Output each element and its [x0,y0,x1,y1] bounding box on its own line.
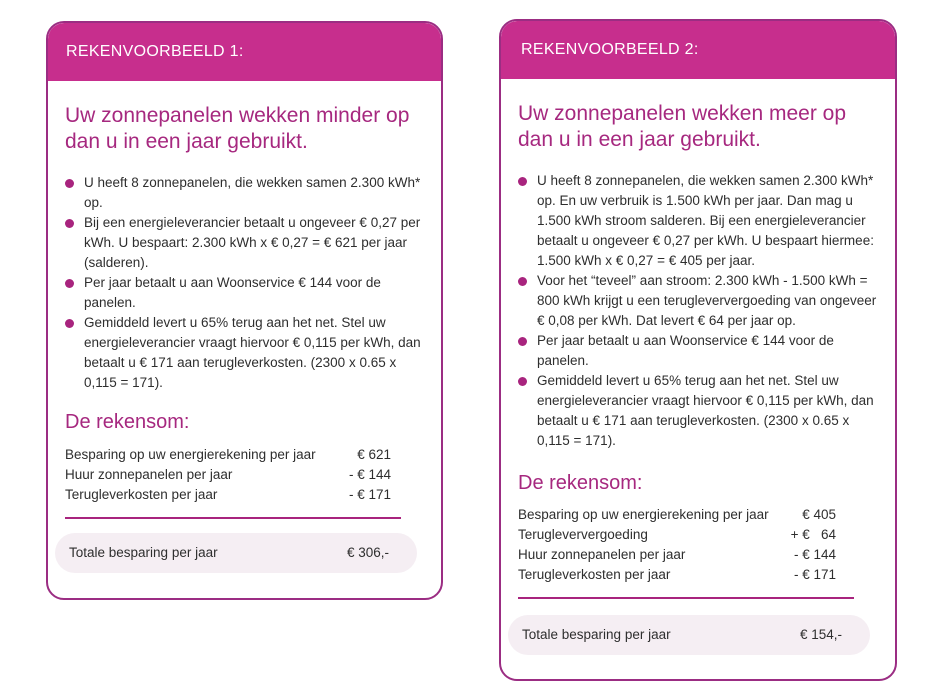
table-row: Terugleverkosten per jaar - € 171 [65,487,391,502]
table-row: Terugleverkosten per jaar - € 171 [518,567,836,582]
calculation-table [65,445,391,505]
list-item: Gemiddeld levert u 65% terug aan het net. Stel uw energieleverancier vraagt hiervoor € 0,115 per kWh, dan betaalt u € 171 aan terugleverkosten. (2300 x 0.65 x 0,115 = 171). [65,313,427,393]
table-row: Huur zonnepanelen per jaar - € 144 [65,467,391,482]
list-item: Per jaar betaalt u aan Woonservice € 144 voor de panelen. [518,331,880,371]
card-header: REKENVOORBEELD 1: [48,23,441,81]
total-label: Totale besparing per jaar [69,545,218,560]
bullet-icon [65,319,74,328]
list-item: Voor het “teveel” aan stroom: 2.300 kWh - 1.500 kWh = 800 kWh krijgt u een terugleververgoeding van ongeveer € 0,08 per kWh. Dat levert € 64 per jaar op. [518,271,880,331]
example-card-2 [499,19,897,681]
total-value: € 306,- [346,545,389,560]
total-label: Totale besparing per jaar [522,627,671,642]
table-row: Terugleververgoeding + € 64 [518,527,836,542]
total-savings [508,615,870,655]
divider [65,517,401,519]
bullet-list [65,173,427,393]
table-row: Besparing op uw energierekening per jaar € 405 [518,507,836,522]
calculation-title: De rekensom: [518,472,643,494]
table-row: Besparing op uw energierekening per jaar € 621 [65,447,391,462]
list-item: Gemiddeld levert u 65% terug aan het net. Stel uw energieleverancier vraagt hiervoor € 0,115 per kWh, dan betaalt u € 171 aan terugleverkosten. (2300 x 0.65 x 0,115 = 171). [518,371,880,451]
total-value: € 154,- [799,627,842,642]
bullet-icon [518,277,527,286]
bullet-icon [518,177,527,186]
list-item: Bij een energieleverancier betaalt u ongeveer € 0,27 per kWh. U bespaart: 2.300 kWh x € 0,27 = € 621 per jaar (salderen). [65,213,427,273]
bullet-icon [518,377,527,386]
card-header: REKENVOORBEELD 2: [501,21,895,79]
divider [518,597,854,599]
list-item: U heeft 8 zonnepanelen, die wekken samen 2.300 kWh* op. [65,173,427,213]
bullet-icon [518,337,527,346]
calculation-table [518,505,836,585]
list-item: U heeft 8 zonnepanelen, die wekken samen 2.300 kWh* op. En uw verbruik is 1.500 kWh per jaar. Dan mag u 1.500 kWh stroom salderen. Bij een energieleverancier betaalt u ongeveer € 0,27 per kWh. U bespaart hiermee: 1.500 kWh x € 0,27 = € 405 per jaar. [518,171,880,271]
total-savings [55,533,417,573]
card-heading: Uw zonnepanelen wekken meer op dan u in een jaar gebruikt. [518,102,847,151]
card-heading: Uw zonnepanelen wekken minder op dan u in een jaar gebruikt. [65,104,410,153]
table-row: Huur zonnepanelen per jaar - € 144 [518,547,836,562]
calculation-title: De rekensom: [65,411,190,433]
bullet-list [518,171,880,451]
example-card-1 [46,21,443,600]
bullet-icon [65,179,74,188]
bullet-icon [65,279,74,288]
bullet-icon [65,219,74,228]
list-item: Per jaar betaalt u aan Woonservice € 144 voor de panelen. [65,273,427,313]
